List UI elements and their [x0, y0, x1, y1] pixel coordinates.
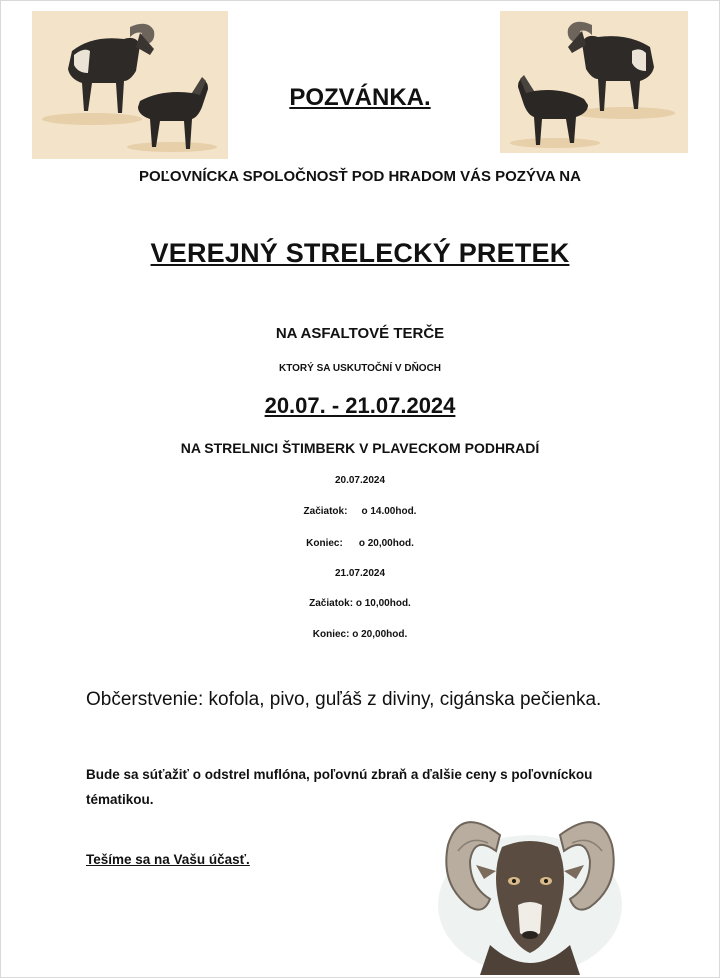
mouflon-illustration-right: [500, 11, 688, 153]
refreshments-text: Občerstvenie: kofola, pivo, guľáš z diviny, cigánska pečienka.: [86, 689, 602, 710]
day1-date: 20.07.2024: [334, 475, 386, 486]
venue: NA STRELNICI ŠTIMBERK V PLAVECKOM PODHRADÍ: [180, 440, 540, 456]
day1-start: [0, 506, 720, 517]
mouflon-pair-icon: [500, 11, 688, 153]
day1-start-value: o 14.00hod.: [361, 506, 417, 517]
day1-end-value: o 20,00hod.: [358, 538, 414, 549]
page-title: POZVÁNKA.: [289, 84, 431, 111]
day1-end: [0, 538, 720, 549]
date-range: 20.07. - 21.07.2024: [264, 393, 456, 418]
day1-end-label: Koniec:: [306, 538, 343, 549]
day1-start-label: Začiatok:: [303, 506, 348, 517]
event-subject: NA ASFALTOVÉ TERČE: [275, 325, 445, 342]
day2-date: 21.07.2024: [334, 568, 386, 579]
competition-text: Bude sa súťažiť o odstrel muflóna, poľovnú zbraň a ďalšie ceny s poľovníckou tématikou.: [86, 767, 593, 807]
intro-text: POĽOVNÍCKA SPOLOČNOSŤ POD HRADOM VÁS POZÝVA NA: [139, 168, 581, 185]
ram-head-icon: [430, 795, 630, 975]
when-label: KTORÝ SA USKUTOČNÍ V DŇOCH: [278, 363, 442, 374]
ram-head-illustration: [430, 795, 630, 975]
day2-start: Začiatok: o 10,00hod.: [309, 598, 411, 609]
event-title: VEREJNÝ STRELECKÝ PRETEK: [150, 238, 570, 268]
day2-end: Koniec: o 20,00hod.: [312, 629, 408, 640]
closing-text: Tešíme sa na Vašu účasť.: [86, 852, 250, 867]
